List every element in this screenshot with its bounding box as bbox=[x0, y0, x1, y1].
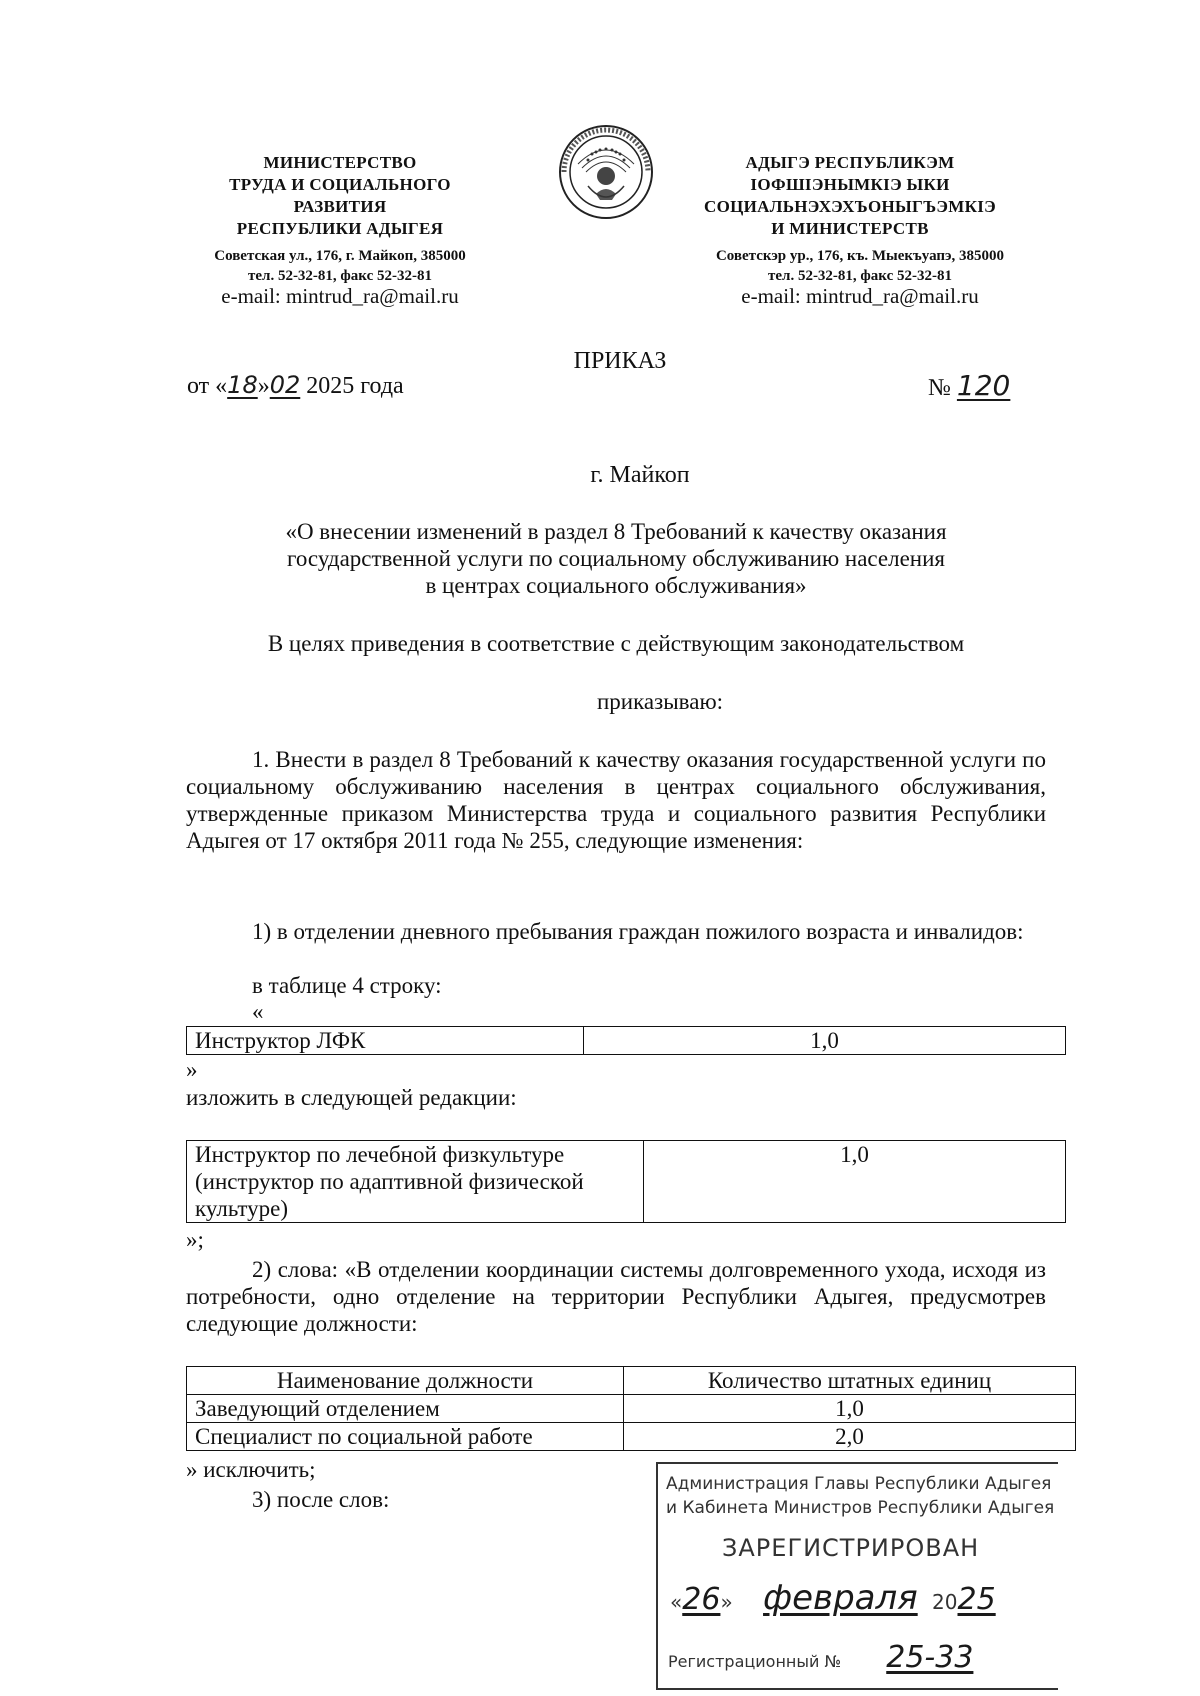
stamp-reg-label: Регистрационный № bbox=[668, 1652, 842, 1671]
header-right-line: СОЦИАЛЬНЭХЭХЪОНЫГЪЭМКІЭ bbox=[704, 197, 996, 216]
header-right-line: АДЫГЭ РЕСПУБЛИКЭМ bbox=[745, 153, 955, 172]
order-subject-line: государственной услуги по социальному обслуживанию населения bbox=[287, 546, 945, 571]
header-left-address-block bbox=[170, 246, 510, 286]
table-old-name: Инструктор ЛФК bbox=[187, 1027, 584, 1055]
item-3: 3) после слов: bbox=[252, 1487, 390, 1512]
item-1: 1) в отделении дневного пребывания граждан пожилого возраста и инвалидов: bbox=[252, 919, 1024, 944]
header-right-line: И МИНИСТЕРСТВ bbox=[771, 219, 929, 238]
table-cell: Специалист по социальной работе bbox=[187, 1423, 624, 1451]
header-right-address-block bbox=[680, 246, 1040, 286]
order-subject bbox=[186, 518, 1046, 599]
item-1-table-ref: в таблице 4 строку: bbox=[252, 973, 442, 998]
stamp-line-1: Администрация Главы Республики Адыгея bbox=[666, 1474, 1052, 1494]
order-number bbox=[928, 369, 1011, 402]
table-row bbox=[187, 1423, 1076, 1451]
stamp-reg bbox=[668, 1640, 973, 1675]
exclude-text: » исключить; bbox=[186, 1457, 316, 1482]
table-header-cell: Наименование должности bbox=[187, 1367, 624, 1395]
stamp-month: февраля bbox=[763, 1578, 918, 1618]
header-left-line: МИНИСТЕРСТВО bbox=[263, 153, 417, 172]
item-2: 2) слова: «В отделении координации системы долговременного ухода, исходя из потребности, одно отделение на территории Республики Адыгея, предусмотрев следующие должности: bbox=[186, 1257, 1046, 1336]
stamp-status: ЗАРЕГИСТРИРОВАН bbox=[722, 1534, 980, 1562]
order-subject-line: в центрах социального обслуживания» bbox=[425, 573, 807, 598]
table-row bbox=[187, 1395, 1076, 1423]
emblem-icon bbox=[558, 124, 654, 220]
order-date bbox=[187, 372, 404, 400]
stamp-date: «26» февраля 2025 bbox=[670, 1578, 996, 1618]
table-header-row bbox=[187, 1367, 1076, 1395]
close-quote: » bbox=[186, 1057, 198, 1082]
order-date-day: 18 bbox=[227, 371, 258, 399]
open-quote: « bbox=[252, 999, 264, 1024]
coat-of-arms-emblem bbox=[558, 124, 654, 220]
header-left-line: РЕСПУБЛИКИ АДЫГЕЯ bbox=[236, 219, 444, 238]
table-cell: 2,0 bbox=[624, 1423, 1076, 1451]
header-left-email: e-mail: mintrud_ra@mail.ru bbox=[221, 284, 459, 308]
order-date-suffix: 2025 года bbox=[300, 373, 404, 399]
command: приказываю: bbox=[596, 689, 724, 714]
header-left-line: ТРУДА И СОЦИАЛЬНОГО bbox=[229, 175, 451, 194]
header-right-phone: тел. 52-32-81, факс 52-32-81 bbox=[768, 268, 952, 284]
stamp-year-prefix: 20 bbox=[932, 1590, 958, 1614]
order-number-value: 120 bbox=[956, 369, 1011, 402]
table-row bbox=[187, 1141, 1066, 1223]
order-title: ПРИКАЗ bbox=[573, 348, 667, 374]
order-date-mid: » bbox=[257, 373, 270, 399]
registration-stamp bbox=[656, 1462, 1058, 1690]
table-new-value: 1,0 bbox=[644, 1141, 1066, 1223]
order-subject-line: «О внесении изменений в раздел 8 Требований к качеству оказания bbox=[285, 519, 947, 544]
order-number-prefix: № bbox=[928, 375, 951, 401]
table-row bbox=[187, 1027, 1066, 1055]
table-old-row bbox=[186, 1026, 1066, 1055]
header-left-line: РАЗВИТИЯ bbox=[293, 197, 387, 216]
header-right-address: Советскэр ур., 176, къ. Мыекъуапэ, 385000 bbox=[715, 248, 1005, 264]
preamble: В целях приведения в соответствие с действующим законодательством bbox=[267, 631, 965, 656]
header-left-address: Советская ул., 176, г. Майкоп, 385000 bbox=[214, 248, 466, 264]
table-cell: 1,0 bbox=[624, 1395, 1076, 1423]
table-new-row bbox=[186, 1140, 1066, 1223]
table-new-name: Инструктор по лечебной физкультуре (инструктор по адаптивной физической культуре) bbox=[187, 1141, 644, 1223]
header-right-line: ІОФШІЭНЫМКІЭ ЫКИ bbox=[750, 175, 950, 194]
table-positions bbox=[186, 1366, 1076, 1451]
table-cell: Заведующий отделением bbox=[187, 1395, 624, 1423]
header-left bbox=[190, 152, 490, 240]
stamp-reg-number: 25-33 bbox=[886, 1640, 974, 1675]
order-city: г. Майкоп bbox=[590, 462, 690, 488]
header-right bbox=[680, 152, 1020, 240]
order-date-prefix: от « bbox=[187, 373, 228, 399]
table-old-value: 1,0 bbox=[584, 1027, 1066, 1055]
stamp-line-2: и Кабинета Министров Республики Адыгея bbox=[666, 1498, 1055, 1518]
table-header-cell: Количество штатных единиц bbox=[624, 1367, 1076, 1395]
header-left-phone: тел. 52-32-81, факс 52-32-81 bbox=[248, 268, 432, 284]
order-date-month: 02 bbox=[269, 371, 301, 399]
stamp-year: 25 bbox=[957, 1582, 996, 1617]
header-right-email: e-mail: mintrud_ra@mail.ru bbox=[741, 284, 979, 308]
paragraph-1: 1. Внести в раздел 8 Требований к качеству оказания государственной услуги по социальному обслуживанию населения в центрах социального обслуживания, утвержденные приказом Министерства труда и социального развития Республики Адыгея от 17 октября 2011 года № 255, следующие изменения: bbox=[186, 747, 1046, 853]
replace-text: изложить в следующей редакции: bbox=[186, 1085, 517, 1110]
stamp-day: 26 bbox=[682, 1582, 721, 1617]
close-quote-semicolon: »; bbox=[186, 1227, 204, 1252]
